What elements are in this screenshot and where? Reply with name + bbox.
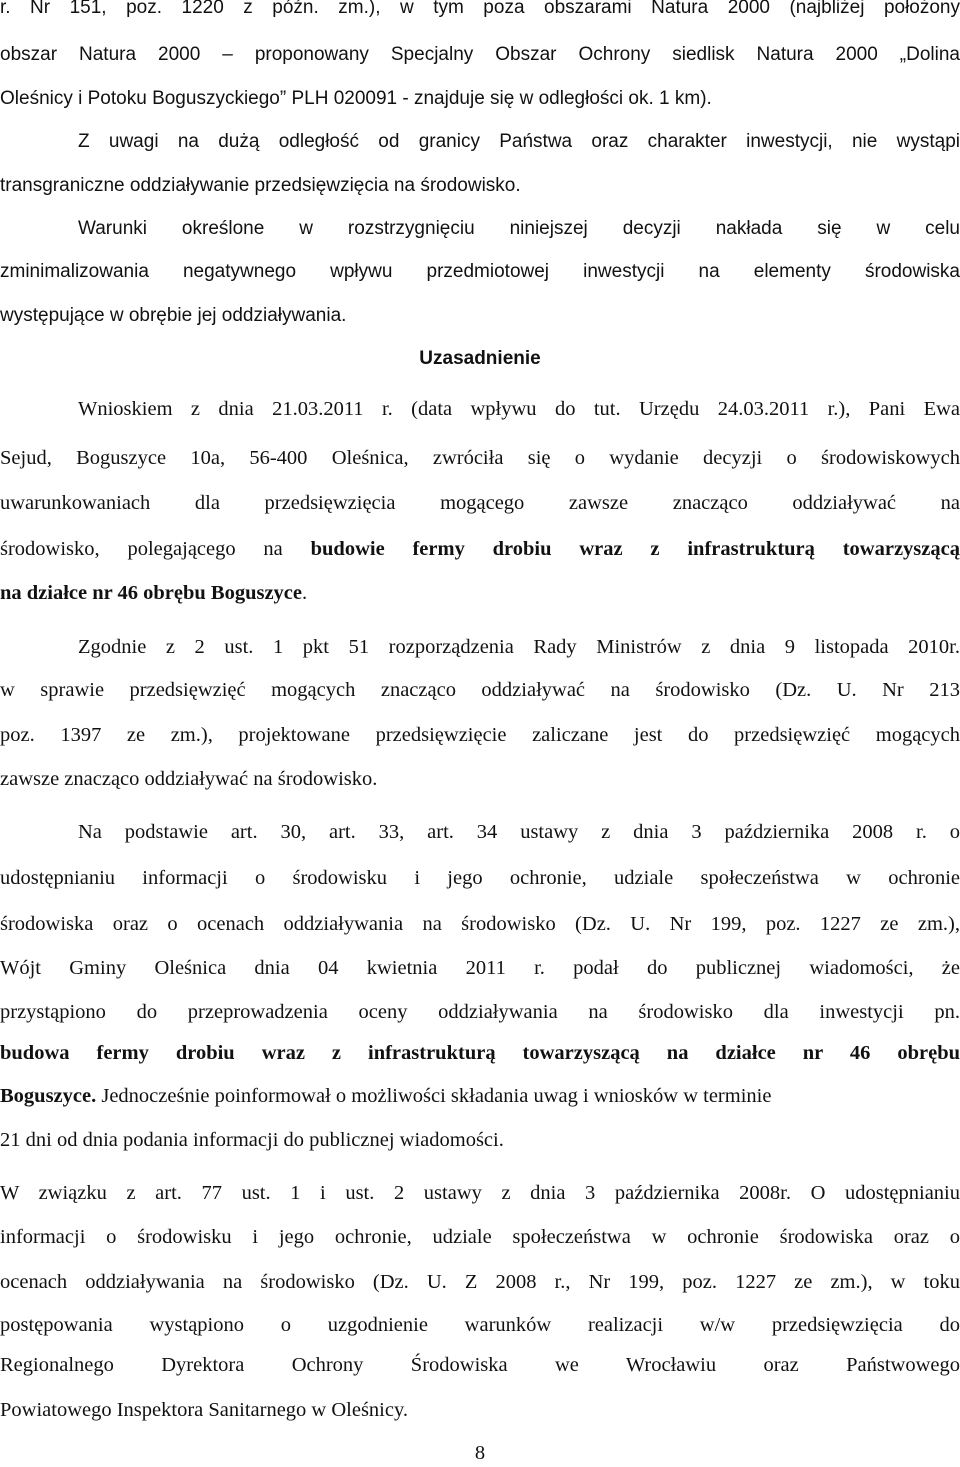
text-line: poz. 1397 ze zm.), projektowane przedsięwzięcie zaliczane jest do przedsięwzięć mogących <box>0 724 960 746</box>
text-line: ocenach oddziaływania na środowisko (Dz. U. Z 2008 r., Nr 199, poz. 1227 ze zm.), w toku <box>0 1271 960 1293</box>
text-line: zawsze znacząco oddziaływać na środowisko. <box>0 768 378 790</box>
text-line: występujące w obrębie jej oddziaływania. <box>0 305 347 326</box>
text-line: Zgodnie z 2 ust. 1 pkt 51 rozporządzenia Rady Ministrów z dnia 9 listopada 2010r. <box>78 636 960 658</box>
text-segment: Jednocześnie poinformował o możliwości składania uwag i wniosków w terminie <box>96 1085 772 1107</box>
text-line: Warunki określone w rozstrzygnięciu niniejszej decyzji nakłada się w celu <box>78 218 960 239</box>
text-line: udostępnianiu informacji o środowisku i jego ochronie, udziale społeczeństwa w ochronie <box>0 867 960 889</box>
text-line: informacji o środowisku i jego ochronie, udziale społeczeństwa w ochronie środowiska oraz o <box>0 1226 960 1248</box>
bold-text-segment: Boguszyce. <box>0 1085 97 1107</box>
text-line: Regionalnego Dyrektora Ochrony Środowiska we Wrocławiu oraz Państwowego <box>0 1354 960 1376</box>
text-line <box>0 535 960 563</box>
text-line: przystąpiono do przeprowadzenia oceny oddziaływania na środowisko dla inwestycji pn. <box>0 1001 960 1023</box>
text-line: transgraniczne oddziaływanie przedsięwzięcia na środowisko. <box>0 175 521 196</box>
text-line: r. Nr 151, poz. 1220 z późn. zm.), w tym poza obszarami Natura 2000 (najbliżej położony <box>0 0 960 18</box>
text-line: środowiska oraz o ocenach oddziaływania na środowisko (Dz. U. Nr 199, poz. 1227 ze zm.), <box>0 913 960 935</box>
text-line: 21 dni od dnia podania informacji do publicznej wiadomości. <box>0 1129 504 1151</box>
text-line: Powiatowego Inspektora Sanitarnego w Oleśnicy. <box>0 1399 409 1421</box>
text-line <box>0 1082 960 1110</box>
text-line: Oleśnicy i Potoku Boguszyckiego” PLH 020091 - znajduje się w odległości ok. 1 km). <box>0 88 712 109</box>
text-line: Z uwagi na dużą odległość od granicy Państwa oraz charakter inwestycji, nie wystąpi <box>78 131 960 152</box>
text-line: Wójt Gminy Oleśnica dnia 04 kwietnia 2011 r. podał do publicznej wiadomości, że <box>0 957 960 979</box>
text-line: uwarunkowaniach dla przedsięwzięcia mogącego zawsze znacząco oddziaływać na <box>0 492 960 514</box>
section-heading: Uzasadnienie <box>419 348 541 369</box>
text-line: w sprawie przedsięwzięć mogących znacząco oddziaływać na środowisko (Dz. U. Nr 213 <box>0 679 960 701</box>
page-number: 8 <box>474 1442 486 1464</box>
text-segment: . <box>302 582 308 604</box>
text-line <box>0 579 960 607</box>
text-line: obszar Natura 2000 – proponowany Specjalny Obszar Ochrony siedlisk Natura 2000 „Dolina <box>0 44 960 65</box>
text-line: Na podstawie art. 30, art. 33, art. 34 ustawy z dnia 3 października 2008 r. o <box>78 821 960 843</box>
bold-text-segment: budowie fermy drobiu wraz z infrastrukturą towarzyszącą <box>310 538 960 560</box>
text-line: budowa fermy drobiu wraz z infrastrukturą towarzyszącą na działce nr 46 obrębu <box>0 1042 960 1064</box>
bold-text-segment: na działce nr 46 obrębu Boguszyce <box>0 582 302 604</box>
text-line: Wnioskiem z dnia 21.03.2011 r. (data wpływu do tut. Urzędu 24.03.2011 r.), Pani Ewa <box>78 398 960 420</box>
text-segment: środowisko, polegającego na <box>0 538 311 560</box>
text-line: postępowania wystąpiono o uzgodnienie warunków realizacji w/w przedsięwzięcia do <box>0 1314 960 1336</box>
text-line: zminimalizowania negatywnego wpływu przedmiotowej inwestycji na elementy środowiska <box>0 261 960 282</box>
text-line: W związku z art. 77 ust. 1 i ust. 2 ustawy z dnia 3 października 2008r. O udostępnianiu <box>0 1182 960 1204</box>
text-line: Sejud, Boguszyce 10a, 56-400 Oleśnica, zwróciła się o wydanie decyzji o środowiskowych <box>0 447 960 469</box>
